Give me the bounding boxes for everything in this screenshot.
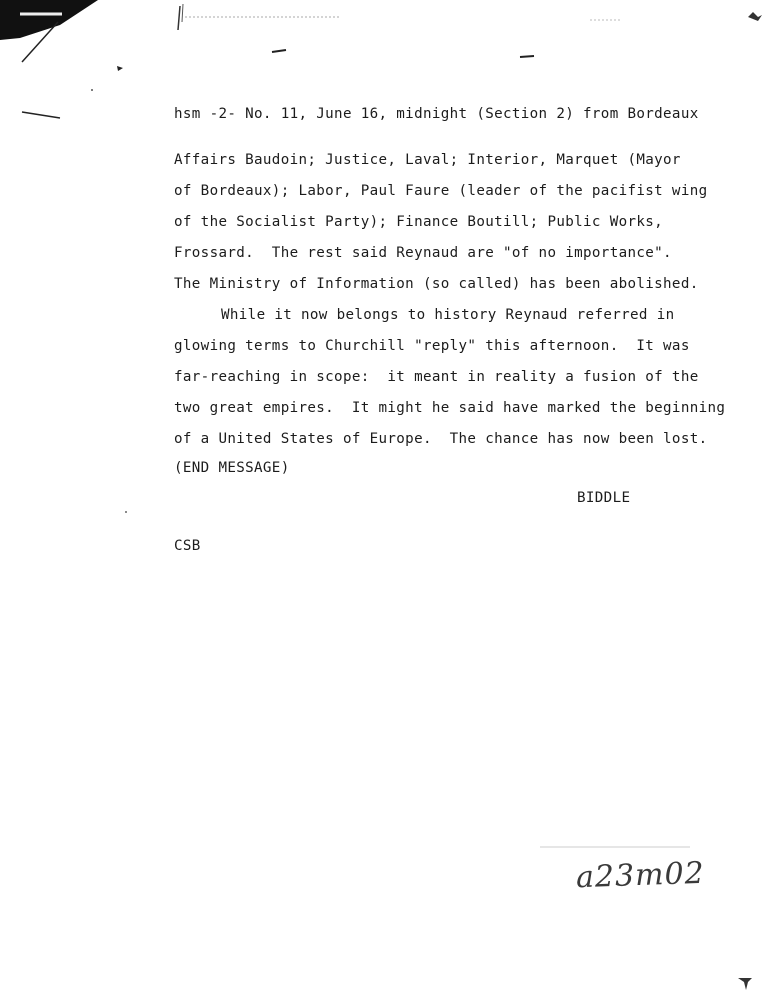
left-margin-dash [22, 112, 60, 118]
body-line: Frossard. The rest said Reynaud are "of no importance". [174, 245, 672, 261]
typist-initials: CSB [174, 538, 201, 554]
body-line: glowing terms to Churchill "reply" this afternoon. It was [174, 338, 690, 354]
bottom-corner-mark [738, 978, 752, 990]
body-line: of Bordeaux); Labor, Paul Faure (leader of the pacifist wing [174, 183, 708, 199]
body-line: far-reaching in scope: it meant in reality a fusion of the [174, 369, 699, 385]
body-line: Affairs Baudoin; Justice, Laval; Interior, Marquet (Mayor [174, 152, 681, 168]
dash-mark [272, 50, 286, 52]
signature: BIDDLE [577, 490, 631, 506]
body-line: two great empires. It might he said have marked the beginning [174, 400, 726, 416]
corner-glyph [748, 12, 762, 21]
left-margin-arrow [117, 66, 123, 71]
body-line: The Ministry of Information (so called) has been abolished. [174, 276, 699, 292]
body-line: of the Socialist Party); Finance Boutill; Public Works, [174, 214, 664, 230]
dash-mark [520, 56, 534, 57]
body-line: While it now belongs to history Reynaud referred in [221, 307, 675, 323]
end-message-line: (END MESSAGE) [174, 460, 290, 476]
header-line: hsm -2- No. 11, June 16, midnight (Section 2) from Bordeaux [174, 106, 699, 122]
body-line: of a United States of Europe. The chance has now been lost. [174, 431, 708, 447]
corner-fold-mark [0, 0, 98, 40]
handwritten-reference: a23m02 [575, 855, 706, 896]
